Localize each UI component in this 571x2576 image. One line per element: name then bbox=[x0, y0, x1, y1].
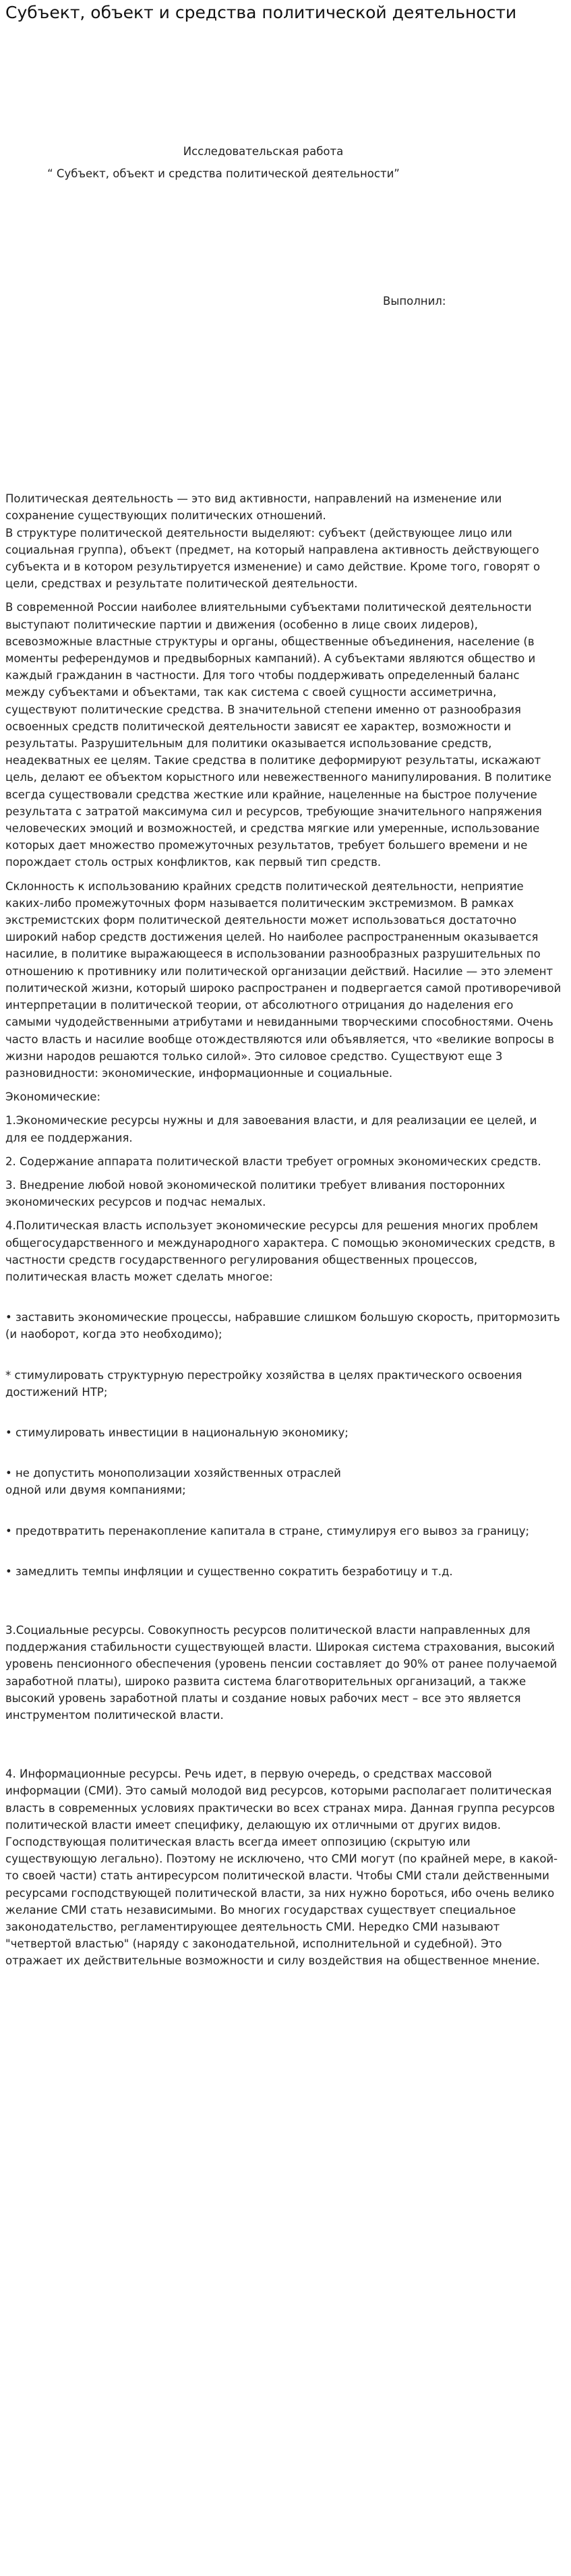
paragraph bbox=[5, 490, 562, 592]
paragraph: Склонность к использованию крайних средств политической деятельности, неприятие каких-либо промежуточных форм называется политическим экстремизмом. В рамках экстремистских форм политической деятельности может использоваться достаточно широкий набор средств достижения целей. Но наиболее распространенным оказывается насилие, в политике выражающееся в использовании разнообразных разрушительных по отношению к противнику или политической организации действий. Насилие — это элемент политической жизни, который широко распространен и подвергается самой противоречивой интерпретации в политической теории, от абсолютного отрицания до наделения его самыми чудодейственными атрибутами и невиданными творческими способностями. Очень часто власть и насилие вообще отождествляются или объявляется, что «великие вопросы в жизни народов решаются только силой». Это силовое средство. Существуют еще 3 разновидности: экономические, информационные и социальные. bbox=[5, 879, 562, 1080]
list-item: 3. Внедрение любой новой экономической политики требует вливания посторонних экономических ресурсов и подчас немалых. bbox=[5, 1178, 506, 1209]
section-heading: Экономические: bbox=[5, 1090, 101, 1104]
paragraph-text: В структуре политической деятельности выделяют: субъект (действующее лицо или социальная группа), объект (предмет, на который направлена активность действующего субъекта и в котором результируется изменение) и само действие. Кроме того, говорят о цели, средствах и результате политической деятельности. bbox=[5, 526, 541, 591]
bullet-item bbox=[5, 1465, 562, 1498]
paragraph: 4. Информационные ресурсы. Речь идет, в первую очередь, о средствах массовой информации (СМИ). Это самый молодой вид ресурсов, которыми располагает политическая власть в современных условиях практически во всех странах мира. Данная группа ресурсов политической власти имеет специфику, делающую их отличными от других видов. Господствующая политическая власть всегда имеет оппозицию (скрытую или существующую легально). Поэтому не исключено, что СМИ могут (по крайней мере, в какой-то своей части) стать антиресурсом политической власти. Чтобы СМИ стали действенными ресурсами господствующей политической власти, за них нужно бороться, ибо очень велико желание СМИ стать независимыми. Во многих государствах существует специальное законодательство, регламентирующее деятельность СМИ. Нередко СМИ называют "четвертой властью" (наряду с законодательной, исполнительной и судебной). Это отражает их действительные возможности и силу воздействия на общественное мнение. bbox=[5, 1767, 558, 1968]
document-page bbox=[0, 3, 571, 1970]
list-item: 2. Содержание аппарата политической власти требует огромных экономических средств. bbox=[5, 1154, 541, 1168]
list-item: 1.Экономические ресурсы нужны и для завоевания власти, и для реализации ее целей, и для ее поддержания. bbox=[5, 1114, 537, 1144]
bullet-item: • замедлить темпы инфляции и существенно сократить безработицу и т.д. bbox=[5, 1564, 453, 1578]
paragraph: В современной России наиболее влиятельными субъектами политической деятельности выступают политические партии и движения (особенно в лице своих лидеров), всевозможные властные структуры и органы, общественные объединения, население (в моменты референдумов и предвыборных кампаний). А субъектами являются общество и каждый гражданин в частности. Для того чтобы поддерживать определенный баланс между субъектами и объектами, так как система с своей сущности ассиметрична, существуют политические средства. В значительной степени именно от разнообразия освоенных средств политической деятельности зависят ее характер, возможности и результаты. Разрушительным для политики оказывается использование средств, неадекватных ее целям. Такие средства в политике деформируют результаты, искажают цель, делают ее объектом корыстного или невежественного манипулирования. В политике всегда существовали средства жесткие или крайние, нацеленные на быстрое получение результата с затратой максимума сил и ресурсов, требующие значительного напряжения человеческих эмоций и возможностей, и средства мягкие или умеренные, использование которых дает множество промежуточных результатов, требует большего времени и не порождает столь острых конфликтов, как первый тип средств. bbox=[5, 601, 551, 869]
bullet-item: * стимулировать структурную перестройку хозяйства в целях практического освоения достижений НТР; bbox=[5, 1368, 522, 1399]
document-body bbox=[5, 490, 562, 1969]
bullet-item: • стимулировать инвестиции в национальную экономику; bbox=[5, 1426, 349, 1439]
cover-title-block bbox=[5, 140, 562, 185]
bullet-item: • предотвратить перенакопление капитала в стране, стимулируя его вывоз за границу; bbox=[5, 1524, 530, 1538]
work-type: Исследовательская работа bbox=[183, 145, 344, 158]
performer-label: Выполнил: bbox=[383, 295, 446, 308]
paragraph-text: Политическая деятельность — это вид активности, направлений на изменение или сохранение существующих политических отношений. bbox=[5, 492, 502, 523]
bullet-item: • заставить экономические процессы, набравшие слишком большую скорость, притормозить (и наоборот, когда это необходимо); bbox=[5, 1311, 560, 1341]
page-title: Субъект, объект и средства политической деятельности bbox=[5, 3, 517, 22]
bullet-text: одной или двумя компаниями; bbox=[5, 1484, 186, 1497]
list-item: 4.Политическая власть использует экономические ресурсы для решения многих проблем общегосударственного и международного характера. С помощью экономических средств, в частности средств государственного регулирования общественных процессов, политическая власть может сделать многое: bbox=[5, 1219, 555, 1283]
bullet-text: • не допустить монополизации хозяйственных отраслей bbox=[5, 1467, 341, 1480]
work-title: “ Субъект, объект и средства политической деятельности” bbox=[47, 167, 400, 180]
paragraph: 3.Социальные ресурсы. Совокупность ресурсов политической власти направленных для поддержания стабильности существующей власти. Широкая система страхования, высокий уровень пенсионного обеспечения (уровень пенсии составляет до 90% от ранее получаемой заработной платы), широко развита система благотворительных организаций, а также высокий уровень заработной платы и создание новых рабочих мест – все это является инструментом политической власти. bbox=[5, 1623, 558, 1722]
